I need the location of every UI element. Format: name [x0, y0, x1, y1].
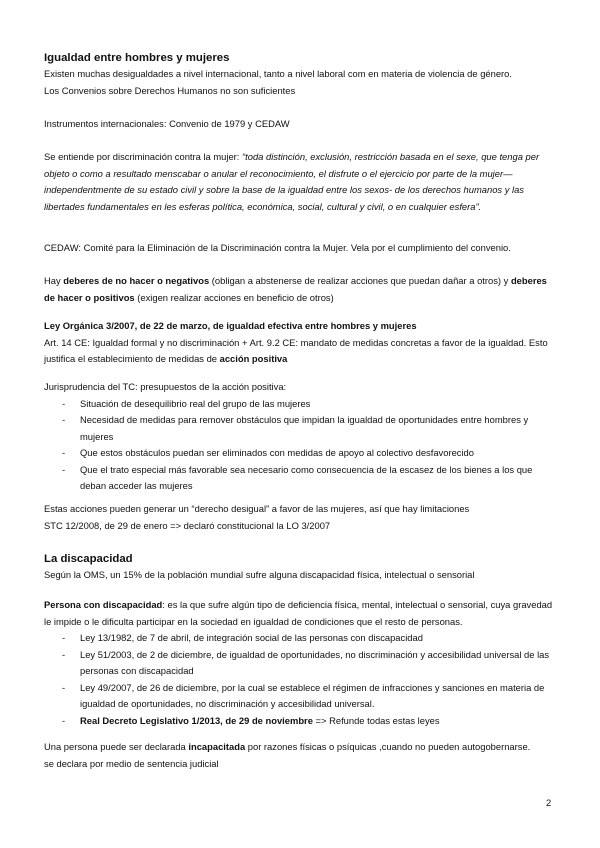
definition-intro: Se entiende por discriminación contra la mujer: [44, 151, 243, 162]
definition-paragraph [44, 149, 560, 215]
tc-list [44, 396, 560, 495]
section-title-disability: La discapacidad [44, 553, 133, 565]
incap-part-2: por razones físicas o psíquicas ,cuando no pueden autogobernarse. [245, 741, 531, 752]
definition-text [44, 149, 560, 215]
disability-definition [44, 597, 560, 729]
duties-negative: deberes de no hacer o negativos [63, 275, 210, 286]
intro-line-2: Los Convenios sobre Derechos Humanos no son suficientes [44, 84, 296, 96]
incapacity-paragraph [44, 739, 560, 772]
oms-text: Según la OMS, un 15% de la población mundial sufre alguna discapacidad física, intelectual o sensorial [44, 569, 475, 580]
closing-line-1: Estas acciones pueden generar un “derecho desigual” a favor de las mujeres, así que hay limitaciones [44, 503, 470, 514]
cedaw-paragraph [44, 240, 560, 257]
instruments-text: Instrumentos internacionales: Convenio de 1979 y CEDAW [44, 118, 290, 129]
incap-term: incapacitada [188, 741, 246, 752]
list-item: - Situación de desequilibrio real del grupo de las mujeres [44, 396, 560, 413]
law-paragraph [44, 318, 560, 368]
incapacity-line-1 [44, 739, 560, 756]
list-item: - Necesidad de medidas para remover obstáculos que impidan la igualdad de oportunidades entre hombres y mujeres [44, 412, 560, 445]
list-item: - Ley 13/1982, de 7 de abril, de integración social de las personas con discapacidad [44, 630, 560, 647]
person-text: : es la que sufre algún tipo de deficiencia física, mental, intelectual o sensorial, cuya gravedad le impide o le dificulta participar en la sociedad en igualdad de condiciones que el resto de personas. [44, 599, 553, 627]
list-item [44, 713, 560, 730]
instruments-paragraph [44, 116, 560, 133]
section-disability [44, 551, 560, 584]
positive-action: acción positiva [219, 353, 288, 364]
closing-line-2: STC 12/2008, de 29 de enero => declaró constitucional la LO 3/2007 [44, 519, 331, 531]
cedaw-text: CEDAW: Comité para la Eliminación de la Discriminación contra la Mujer. Vela por el cumplimiento del convenio. [44, 242, 511, 253]
person-definition [44, 597, 560, 630]
duties-part-2: (obligan a abstenerse de realizar acciones que puedan dañar a otros) y [209, 275, 511, 286]
laws-list [44, 630, 560, 729]
list-item: - Ley 51/2003, de 2 de diciembre, de igualdad de oportunidades, no discriminación y accesibilidad universal de las personas con discapacidad [44, 647, 560, 680]
decree-text: => Refunde todas estas leyes [312, 714, 440, 726]
duties-text [44, 273, 560, 306]
law-text [44, 335, 560, 368]
incap-part-1: Una persona puede ser declarada [44, 741, 189, 752]
list-item: - Ley 49/2007, de 26 de diciembre, por la cual se establece el régimen de infracciones y sanciones en materia de igualdad de oportunidades, no discriminación y accesibilidad universal. [44, 680, 560, 713]
page-number: 2 [546, 797, 552, 808]
law-text-main: Art. 14 CE: Igualdad formal y no discriminación + Art. 9.2 CE: mandato de medidas concretas a favor de la igualdad. Esto justifica el establecimiento de medidas de [44, 336, 548, 364]
list-item: - Que estos obstáculos puedan ser eliminados con medidas de apoyo al colectivo desfavorecido [44, 445, 560, 462]
section-equality [44, 50, 560, 99]
duties-part-3: (exigen realizar acciones en beneficio de otros) [134, 291, 334, 303]
duties-paragraph [44, 273, 560, 306]
definition-quote: “toda distinción, exclusión, restricción basada en el sexe, que tenga per objeto o como a resultado menscabar o anular el reconocimiento, el disfrute o el ejercicio por parte de la mujer—independentmente de su estado civil y sobre la base de la igualdad entre los sexos- de los derechos humanos y las libertades fundamentales en les esferas política, económica, social, cultural y civil, o en cualquier esfera”. [44, 151, 540, 212]
duties-positive: deberes de hacer o positivos [44, 275, 547, 303]
person-term: Persona con discapacidad [44, 599, 163, 610]
closing-paragraph [44, 501, 560, 534]
duties-part-1: Hay [44, 275, 64, 286]
law-title: Ley Orgánica 3/2007, de 22 de marzo, de igualdad efectiva entre hombres y mujeres [44, 320, 417, 331]
section-title-equality: Igualdad entre hombres y mujeres [44, 52, 230, 64]
intro-line-1: Existen muchas desigualdades a nivel internacional, tanto a nivel laboral com en materia de violencia de género. [44, 68, 512, 79]
decree-title: Real Decreto Legislativo 1/2013, de 29 de noviembre [80, 714, 313, 726]
list-item: - Que el trato especial más favorable sea necesario como consecuencia de la escasez de los bienes a los que deban acceder las mujeres [44, 462, 560, 495]
incapacity-line-2: se declara por medio de sentencia judicial [44, 757, 219, 769]
tc-intro: Jurisprudencia del TC: presupuestos de la acción positiva: [44, 381, 287, 392]
tc-jurisprudence [44, 379, 560, 495]
